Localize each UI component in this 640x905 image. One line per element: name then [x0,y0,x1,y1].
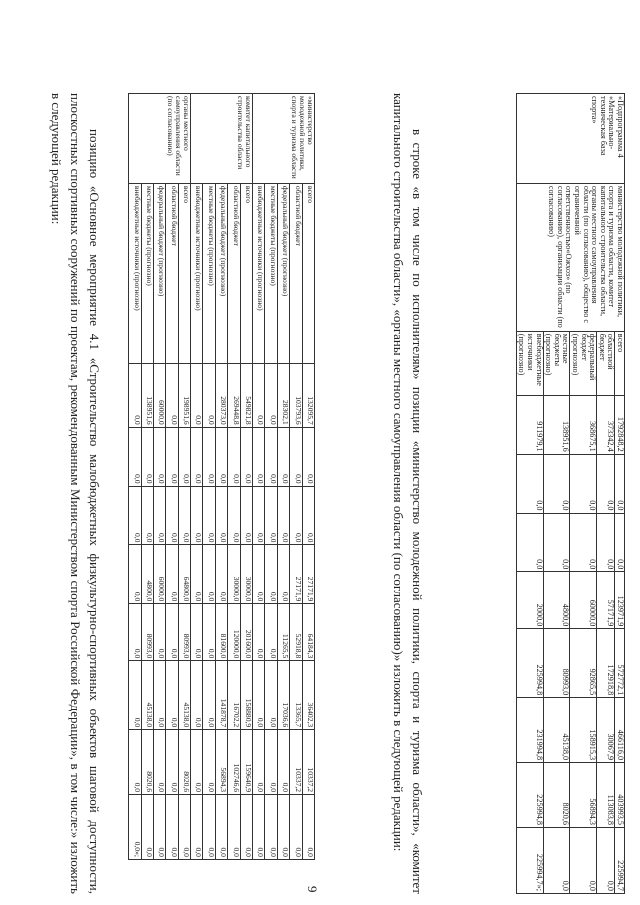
table-cell: 30000,0 [228,545,240,604]
table-row [240,94,252,894]
funding-source: федеральный бюджет (прогнозно) [570,331,597,395]
table-cell: 56894,3 [215,730,227,795]
table-row [265,94,277,894]
table-cell: 0,0 [302,427,314,486]
table-cell: 225994,7»; [516,828,543,894]
table-cell: 0,0 [265,604,277,661]
table-cell: 0,0 [277,427,289,486]
funding-source: федеральный бюджет (прогнозно) [277,183,289,363]
table-cell: 8020,6 [178,730,190,795]
table-row [203,94,215,894]
table-cell: 0,0 [265,661,277,730]
paragraph-measure-4-1: позицию «Основное мероприятие 4.1 «Строительство малобюджетных физкультурно-спортивных объектов шаговой доступности, плоскостных спортивных сооружений по проектам, рекомендованным Министерством спорта Российской Федерации», в том числе:» изложить в следующей редакции: [49,93,102,894]
funding-source: местные бюджеты (прогнозно) [203,183,215,363]
table-cell: 92865,5 [570,629,597,698]
table-cell: 0,0 [302,795,314,860]
table-cell: 36402,3 [302,661,314,730]
table-row [290,94,302,894]
table-cell: 0,0 [178,486,190,545]
table-cell: 0,0 [203,427,215,486]
table-cell: 0,0 [191,363,203,427]
table-cell: 0,0 [597,454,615,513]
table-cell: 0,0 [166,661,178,730]
table-cell: 8020,6 [543,763,570,828]
table-cell: 0,0 [265,545,277,604]
table-row [228,94,240,894]
table-cell: 0,0 [277,730,289,795]
table-cell: 159640,9 [240,730,252,795]
table-cell: 0,0 [215,486,227,545]
table-cell: 0,0 [253,486,265,545]
funding-source: местные бюджеты (прогнозно) [265,183,277,363]
table-cell: 0,0 [543,513,570,572]
table-cell: 0,0 [166,427,178,486]
table-cell: 0,0 [203,604,215,661]
table-cell: 0,0 [570,513,597,572]
funding-source: областной бюджет [166,183,178,363]
table-cell: 231994,8 [516,698,543,763]
table-cell: 403993,5 [615,763,625,828]
table-cell: 0,0 [153,427,165,486]
table-cell: 0,0 [597,828,615,894]
table-cell: 225994,8 [516,629,543,698]
table-cell: 0,0 [253,730,265,795]
table-cell: 0,0 [166,545,178,604]
table-cell: 373342,4 [597,395,615,454]
table-cell: 0,0 [240,795,252,860]
table-cell: 466116,0 [615,698,625,763]
table-cell: 549821,8 [240,363,252,427]
table-cell: 0,0 [153,604,165,661]
paragraph-executors: в строке «в том числе по исполнителям» позиции «министерство молодежной политики, спорта и туризма области», «комитет капитального строительства области», «органы местного самоуправления области (по согласованию)» изложить в следующей редакции: [391,93,425,894]
table-cell: 0,0 [240,427,252,486]
table-cell: 0,0 [228,795,240,860]
table-cell: 10337,2 [302,730,314,795]
table-cell: 201600,0 [240,604,252,661]
table-cell: 0,0 [228,486,240,545]
table-cell: 0,0 [129,730,141,795]
table-row [277,94,289,894]
table-cell: 0,0 [228,427,240,486]
table-cell: 45138,0 [543,698,570,763]
table-cell: 17036,6 [277,661,289,730]
funding-source: областной бюджет [290,183,302,363]
table-cell: 132095,7 [302,363,314,427]
table-cell: 0,0 [129,486,141,545]
table-cell: 0,0 [253,604,265,661]
table-cell: 16702,2 [228,661,240,730]
table-cell: 0,0 [302,486,314,545]
table-cell: 102746,6 [228,730,240,795]
table-cell: 0,0 [203,363,215,427]
table-cell: 0,0 [203,486,215,545]
funding-source: федеральный бюджет (прогнозно) [215,183,227,363]
table-row [141,94,153,894]
table-cell: 4800,0 [141,545,153,604]
table-cell: 0,0 [615,454,625,513]
table-cell: 0,0»; [129,795,141,860]
table-cell: 0,0 [191,795,203,860]
table-cell: 225994,7 [615,828,625,894]
table-cell: 52918,8 [290,604,302,661]
table-cell: 141878,7 [215,661,227,730]
table-cell: 0,0 [253,545,265,604]
table-cell: 28302,1 [277,363,289,427]
table-cell: 0,0 [253,427,265,486]
table-cell: 57171,9 [597,572,615,629]
responsible-executors: министерство молодежной политики, спорта и туризма области, комитет капитального строительства области, органы местного самоуправления области (по согласованию), общество с ограниченной ответственностью«Ожхоз» (по согласованию), организации области (по согласованию) [516,183,624,331]
table-row [302,94,314,894]
table-cell: 120000,0 [228,604,240,661]
table-cell: 30000,0 [240,545,252,604]
table-cell: 0,0 [129,545,141,604]
table-cell: 27171,9 [302,545,314,604]
table-cell: 60000,0 [153,545,165,604]
table-cell: 0,0 [290,486,302,545]
table-cell: 0,0 [166,486,178,545]
funding-source: всего [240,183,252,363]
table-cell: 0,0 [265,363,277,427]
table-row [615,94,625,894]
table-cell: 0,0 [153,795,165,860]
table-cell: 0,0 [191,604,203,661]
table-cell: 0,0 [129,604,141,661]
table-cell: 0,0 [570,454,597,513]
funding-source: всего [615,331,625,395]
funding-source: внебюджетные источники (прогнозно) [253,183,265,363]
table-cell: 0,0 [191,545,203,604]
table-cell: 1792848,2 [615,395,625,454]
executor-name: комитет капитального строительства области [191,94,253,184]
table-cell: 0,0 [153,661,165,730]
table-cell: 64800,0 [178,545,190,604]
table-cell: 2000,0 [516,572,543,629]
funding-source: местные бюджеты (прогнозно) [141,183,153,363]
table-cell: 368675,1 [570,395,597,454]
table-cell: 0,0 [129,363,141,427]
table-cell: 0,0 [240,486,252,545]
table-cell: 0,0 [178,795,190,860]
funding-source: всего [178,183,190,363]
subprogram-table [516,93,625,894]
table-cell: 0,0 [166,730,178,795]
table-cell: 0,0 [203,795,215,860]
table-cell: 45138,0 [178,661,190,730]
table-cell: 0,0 [597,513,615,572]
table-cell: 0,0 [277,486,289,545]
table-cell: 0,0 [141,795,153,860]
funding-source: всего [302,183,314,363]
table-cell: 45138,0 [141,661,153,730]
table-cell: 138951,6 [141,363,153,427]
table-cell: 0,0 [543,454,570,513]
table-cell: 0,0 [191,427,203,486]
table-row [253,94,265,894]
table-row [166,94,178,894]
table-cell: 0,0 [516,454,543,513]
table-cell: 0,0 [203,730,215,795]
table-cell: 0,0 [253,363,265,427]
table-cell: 911979,1 [516,395,543,454]
table-cell: 572772,1 [615,629,625,698]
table-cell: 0,0 [543,828,570,894]
table-cell: 198951,6 [178,363,190,427]
table-cell: 0,0 [178,427,190,486]
table-cell: 158915,3 [570,698,597,763]
table-cell: 0,0 [166,363,178,427]
table-cell: 80993,0 [178,604,190,661]
table-cell: 0,0 [277,795,289,860]
table-cell: 10337,2 [290,730,302,795]
table-cell: 0,0 [570,828,597,894]
funding-source: областной бюджет [228,183,240,363]
table-cell: 0,0 [265,795,277,860]
page-number: 9 [305,886,320,893]
table-cell: 0,0 [215,427,227,486]
table-cell: 0,0 [191,661,203,730]
executor-name: органы местного самоуправления области (по согласованию) [129,94,191,184]
table-cell: 0,0 [203,661,215,730]
table-cell: 0,0 [129,427,141,486]
table-cell: 269448,8 [228,363,240,427]
funding-source: внебюджетные источники (прогнозно) [191,183,203,363]
table-cell: 80993,0 [543,629,570,698]
table-cell: 60000,0 [570,572,597,629]
table-row [191,94,203,894]
table-cell: 0,0 [277,545,289,604]
table-cell: 0,0 [153,486,165,545]
table-cell: 80993,0 [141,604,153,661]
table-cell: 0,0 [153,730,165,795]
table-cell: 0,0 [191,730,203,795]
table-cell: 30067,9 [597,698,615,763]
table-cell: 0,0 [141,427,153,486]
funding-source: областной бюджет [597,331,615,395]
table-row [215,94,227,894]
table-cell: 81600,0 [215,604,227,661]
executors-table [128,93,315,894]
table-cell: 138951,6 [543,395,570,454]
table-cell: 0,0 [129,661,141,730]
table-cell: 0,0 [615,513,625,572]
table-row [129,94,141,894]
table-cell: 280373,0 [215,363,227,427]
table-cell: 27171,9 [290,545,302,604]
executor-name: «министерство молодежной политики, спорта и туризма области [253,94,315,184]
table-row [153,94,165,894]
table-cell: 103793,6 [290,363,302,427]
funding-source: федеральный бюджет (прогнозно) [153,183,165,363]
table-cell: 60000,0 [153,363,165,427]
table-cell: 158880,9 [240,661,252,730]
table-cell: 172918,8 [597,629,615,698]
table-cell: 0,0 [253,661,265,730]
funding-source: внебюджетные источники (прогнозно) [516,331,543,395]
subprogram-name: «Подпрограмма 4 «Материально-техническая база спорта» [516,94,624,184]
table-cell: 0,0 [166,604,178,661]
table-cell: 0,0 [253,795,265,860]
table-cell: 113083,8 [597,763,615,828]
funding-source: местные бюджеты (прогнозно) [543,331,570,395]
table-cell: 0,0 [516,513,543,572]
table-cell: 64184,3 [302,604,314,661]
table-cell: 56894,3 [570,763,597,828]
table-cell: 0,0 [265,427,277,486]
table-cell: 0,0 [265,730,277,795]
table-cell: 0,0 [166,795,178,860]
table-cell: 0,0 [290,427,302,486]
funding-source: внебюджетные источники (прогнозно) [129,183,141,363]
table-cell: 0,0 [265,486,277,545]
table-cell: 8020,6 [141,730,153,795]
table-cell: 4800,0 [543,572,570,629]
table-cell: 13365,7 [290,661,302,730]
table-cell: 11265,5 [277,604,289,661]
table-cell: 0,0 [191,486,203,545]
table-cell: 0,0 [215,795,227,860]
table-cell: 0,0 [141,486,153,545]
table-cell: 123971,9 [615,572,625,629]
table-cell: 0,0 [290,795,302,860]
table-cell: 225994,8 [516,763,543,828]
table-row [178,94,190,894]
table-cell: 0,0 [215,545,227,604]
table-cell: 0,0 [203,545,215,604]
